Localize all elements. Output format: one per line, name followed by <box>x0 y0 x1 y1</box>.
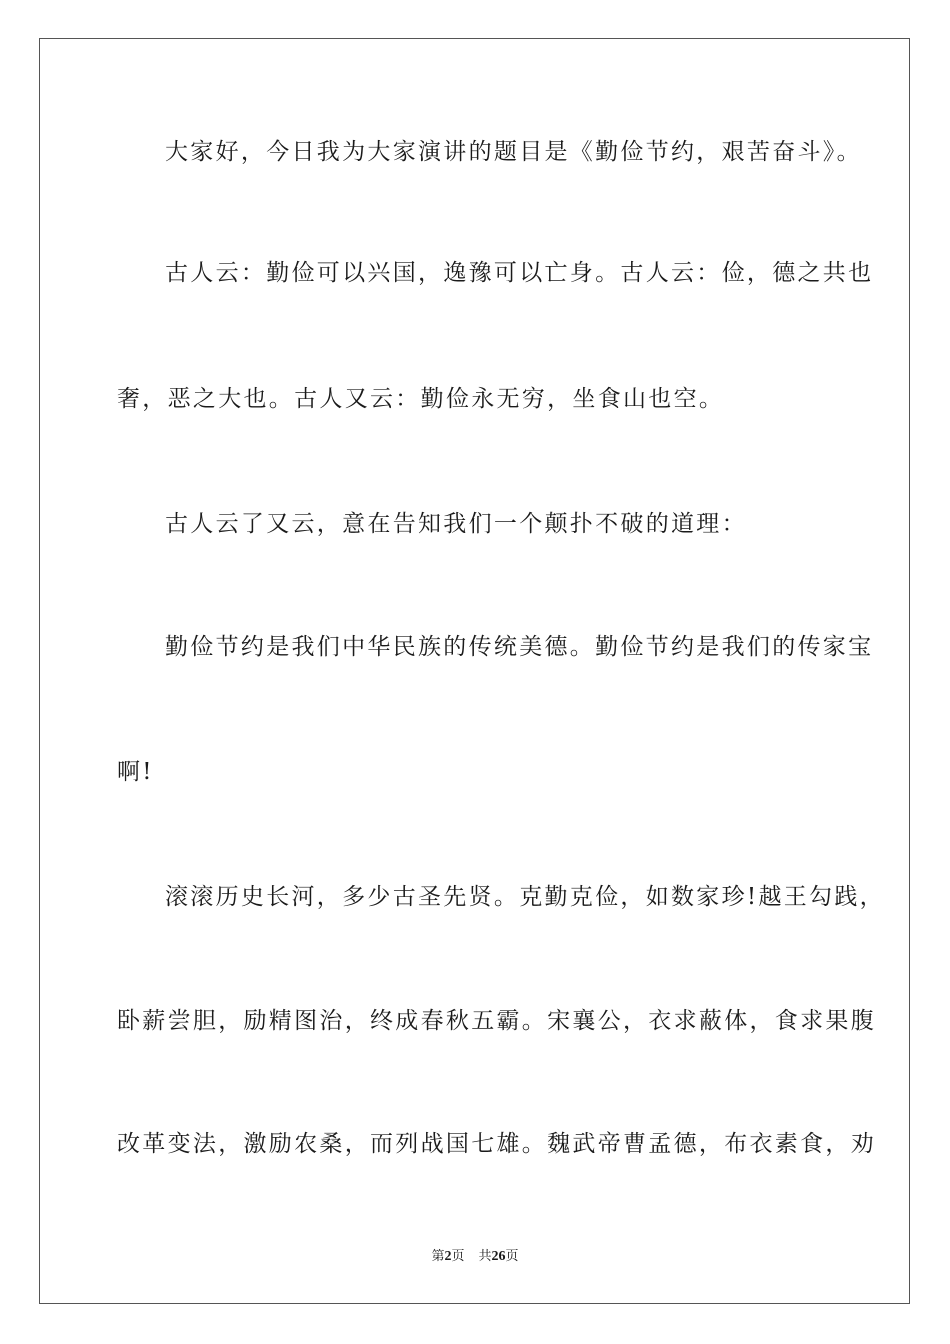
paragraph-line-1: 大家好，今日我为大家演讲的题目是《勤俭节约，艰苦奋斗》。 <box>165 139 862 165</box>
paragraph-line-9: 改革变法，激励农桑，而列战国七雄。魏武帝曹孟德，布衣素食，劝 <box>117 1131 876 1157</box>
paragraph-line-5: 勤俭节约是我们中华民族的传统美德。勤俭节约是我们的传家宝 <box>165 634 874 660</box>
page-number-prefix: 第 <box>431 1249 445 1264</box>
paragraph-line-7: 滚滚历史长河，多少古圣先贤。克勤克俭，如数家珍!越王勾践， <box>165 884 885 910</box>
paragraph-line-2: 古人云：勤俭可以兴国，逸豫可以亡身。古人云：俭，德之共也 <box>165 260 874 286</box>
page-frame <box>39 38 910 1304</box>
page-total-prefix: 共 <box>478 1249 492 1264</box>
page-number-current: 2 <box>444 1249 452 1264</box>
paragraph-line-6: 啊! <box>117 759 154 785</box>
paragraph-line-8: 卧薪尝胆，励精图治，终成春秋五霸。宋襄公，衣求蔽体，食求果腹 <box>117 1008 876 1034</box>
page-footer <box>0 1248 950 1266</box>
paragraph-line-4: 古人云了又云，意在告知我们一个颠扑不破的道理： <box>165 511 747 537</box>
page-total-suffix: 页 <box>505 1249 519 1264</box>
paragraph-line-3: 奢，恶之大也。古人又云：勤俭永无穷，坐食山也空。 <box>117 386 725 412</box>
page-number-total: 26 <box>491 1249 506 1264</box>
page-number-suffix: 页 <box>451 1249 465 1264</box>
